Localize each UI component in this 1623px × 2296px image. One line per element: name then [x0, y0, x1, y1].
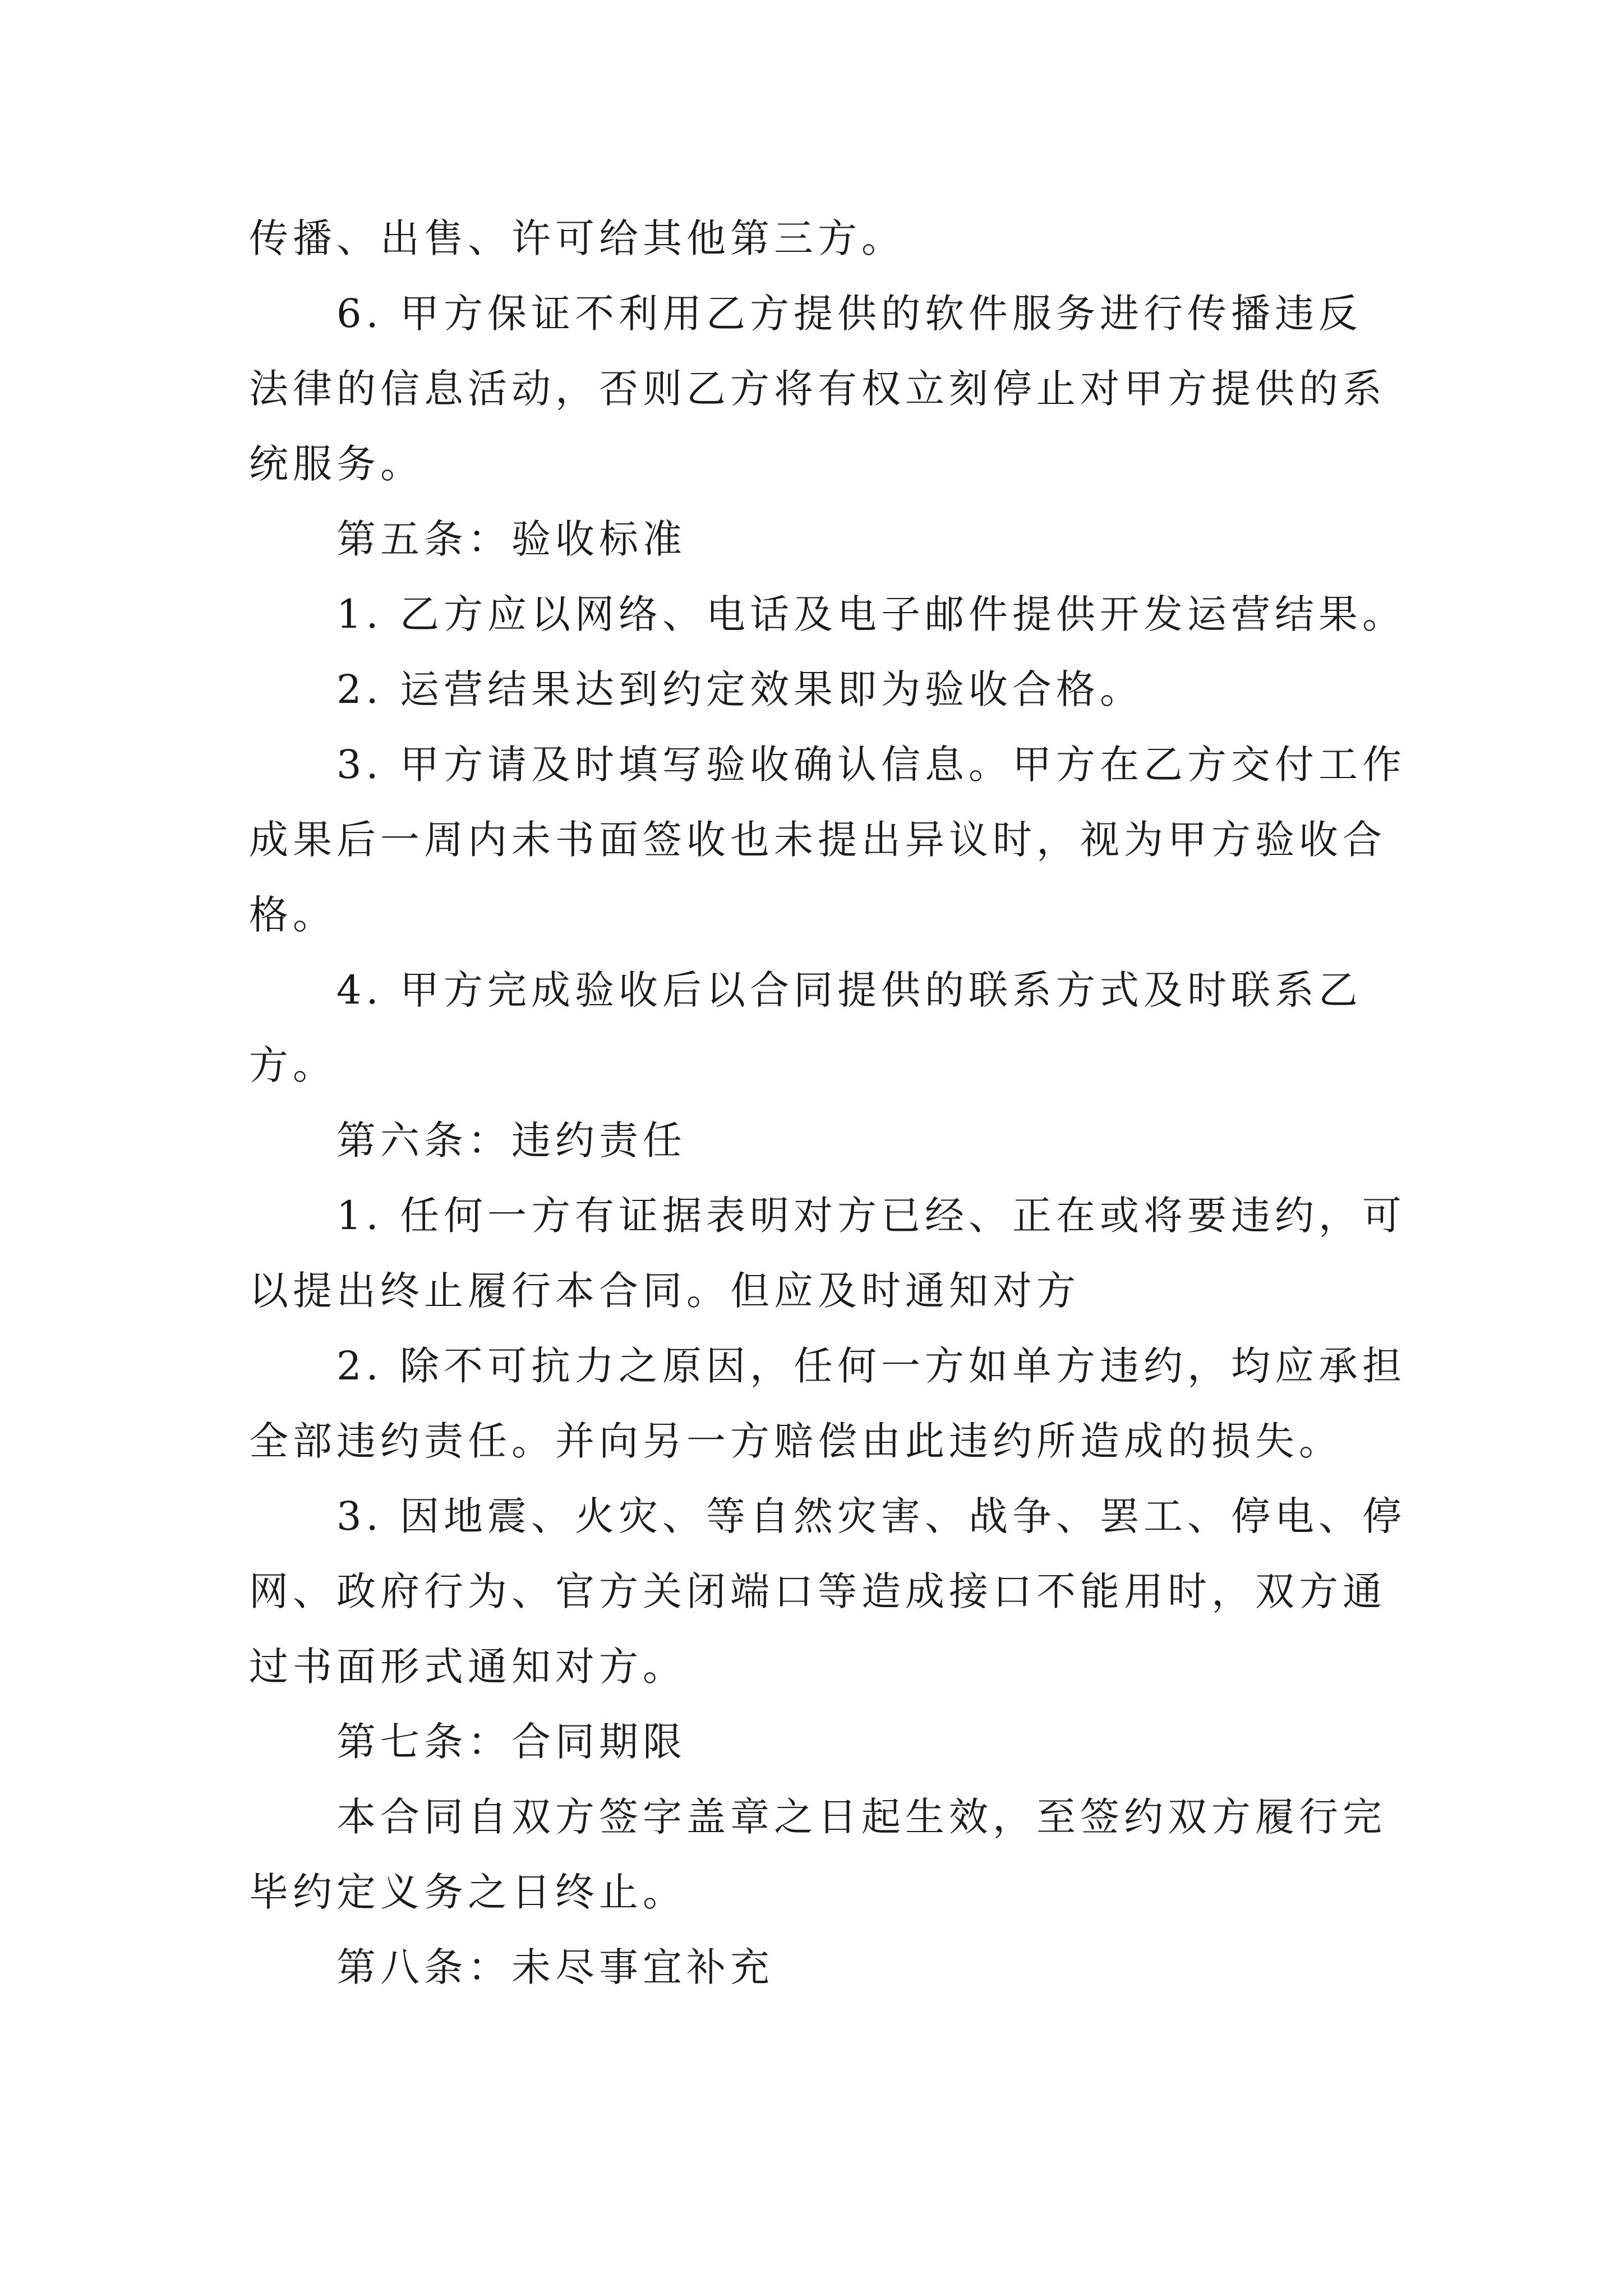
text-line: 以提出终止履行本合同。但应及时通知对方: [249, 1268, 1080, 1314]
clause-item: 2. 运营结果达到约定效果即为验收合格。: [336, 666, 1144, 712]
clause-item: 1. 乙方应以网络、电话及电子邮件提供开发运营结果。: [336, 591, 1407, 637]
section-heading: 第六条：违约责任: [336, 1117, 686, 1163]
section-heading: 第五条：验收标准: [336, 516, 686, 562]
text-line: 网、政府行为、官方关闭端口等造成接口不能用时，双方通: [249, 1568, 1386, 1614]
clause-item: 本合同自双方签字盖章之日起生效，至签约双方履行完: [336, 1794, 1386, 1840]
text-line: 过书面形式通知对方。: [249, 1644, 686, 1690]
text-line: 统服务。: [249, 441, 424, 487]
clause-item: 6. 甲方保证不利用乙方提供的软件服务进行传播违反: [336, 291, 1363, 337]
clause-item: 4. 甲方完成验收后以合同提供的联系方式及时联系乙: [336, 967, 1363, 1013]
text-line: 方。: [249, 1042, 336, 1088]
text-line: 法律的信息活动，否则乙方将有权立刻停止对甲方提供的系: [249, 366, 1386, 412]
contract-text-body: [249, 201, 1407, 2005]
clause-item: 3. 因地震、火灾、等自然灾害、战争、罢工、停电、停: [336, 1493, 1407, 1539]
section-heading: 第八条：未尽事宜补充: [336, 1944, 774, 1990]
text-line: 传播、出售、许可给其他第三方。: [249, 215, 905, 261]
text-line: 成果后一周内未书面签收也未提出异议时，视为甲方验收合: [249, 817, 1386, 863]
text-line: 全部违约责任。并向另一方赔偿由此违约所造成的损失。: [249, 1418, 1343, 1464]
text-line: 格。: [249, 892, 336, 938]
clause-item: 2. 除不可抗力之原因，任何一方如单方违约，均应承担: [336, 1343, 1407, 1389]
clause-item: 1. 任何一方有证据表明对方已经、正在或将要违约，可: [336, 1193, 1407, 1239]
clause-item: 3. 甲方请及时填写验收确认信息。甲方在乙方交付工作: [336, 742, 1407, 788]
section-heading: 第七条：合同期限: [336, 1719, 686, 1765]
text-line: 毕约定义务之日终止。: [249, 1869, 686, 1915]
